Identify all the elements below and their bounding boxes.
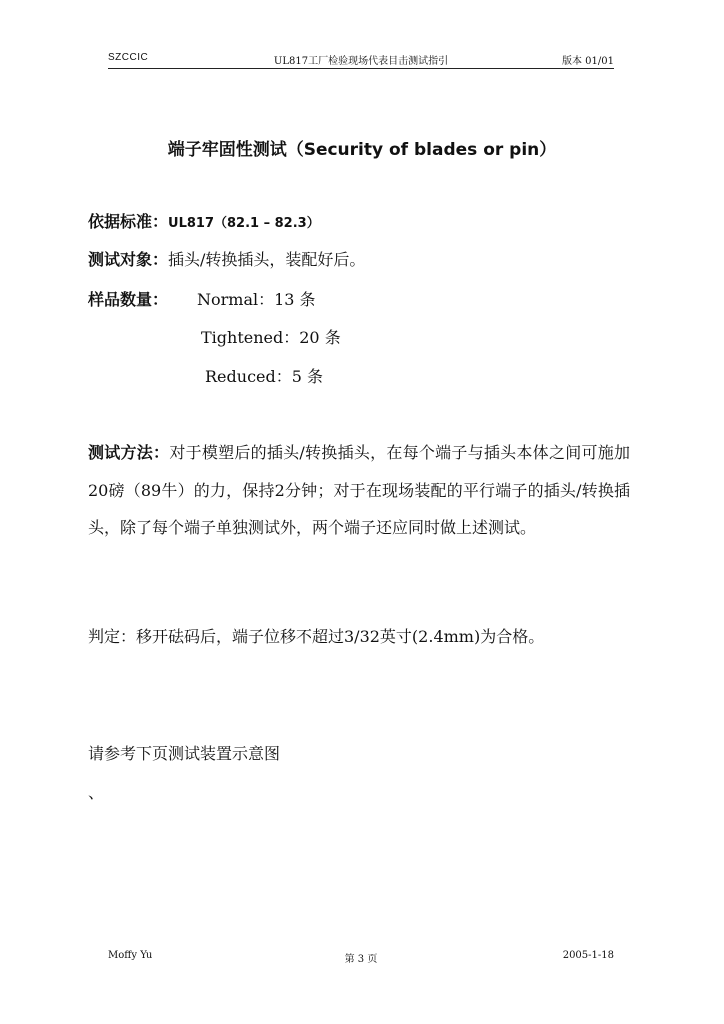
samples-line <box>88 287 168 310</box>
footer-page-number: 第 3 页 <box>344 954 378 965</box>
object-value: 插头/转换插头，装配好后。 <box>168 250 366 269</box>
standard-value: UL817（82.1 – 82.3） <box>168 216 320 231</box>
object-label: 测试对象： <box>88 250 169 269</box>
page-footer <box>108 950 614 964</box>
stray-mark: 、 <box>88 783 105 802</box>
sample-normal: Normal：13 条 <box>197 290 316 309</box>
standard-label: 依据标准： <box>88 212 169 231</box>
header-version: 版本 01/01 <box>562 56 614 67</box>
judgement-line: 判定：移开砝码后，端子位移不超过3/32英寸(2.4mm)为合格。 <box>88 627 545 646</box>
footer-date: 2005-1-18 <box>562 950 614 961</box>
standard-line <box>88 209 320 232</box>
header-org: SZCCIC <box>108 52 149 63</box>
sample-reduced: Reduced：5 条 <box>205 367 324 386</box>
method-text: 对于模塑后的插头/转换插头，在每个端子与插头本体之间可施加20磅（89牛）的力，保持2分钟；对于在现场装配的平行端子的插头/转换插头，除了每个端子单独测试外，两个端子还应同时做上述测试。 <box>88 443 630 537</box>
page-title: 端子牢固性测试（Security of blades or pin） <box>167 140 557 160</box>
method-label: 测试方法： <box>88 443 170 462</box>
footer-author: Moffy Yu <box>108 950 153 961</box>
sample-tightened: Tightened：20 条 <box>201 328 341 347</box>
object-line <box>88 247 365 270</box>
reference-note: 请参考下页测试装置示意图 <box>88 744 281 763</box>
method-paragraph <box>88 434 630 547</box>
header-document-title: UL817工厂检验现场代表目击测试指引 <box>273 56 449 67</box>
page-header <box>108 52 614 69</box>
samples-label: 样品数量： <box>88 290 169 309</box>
